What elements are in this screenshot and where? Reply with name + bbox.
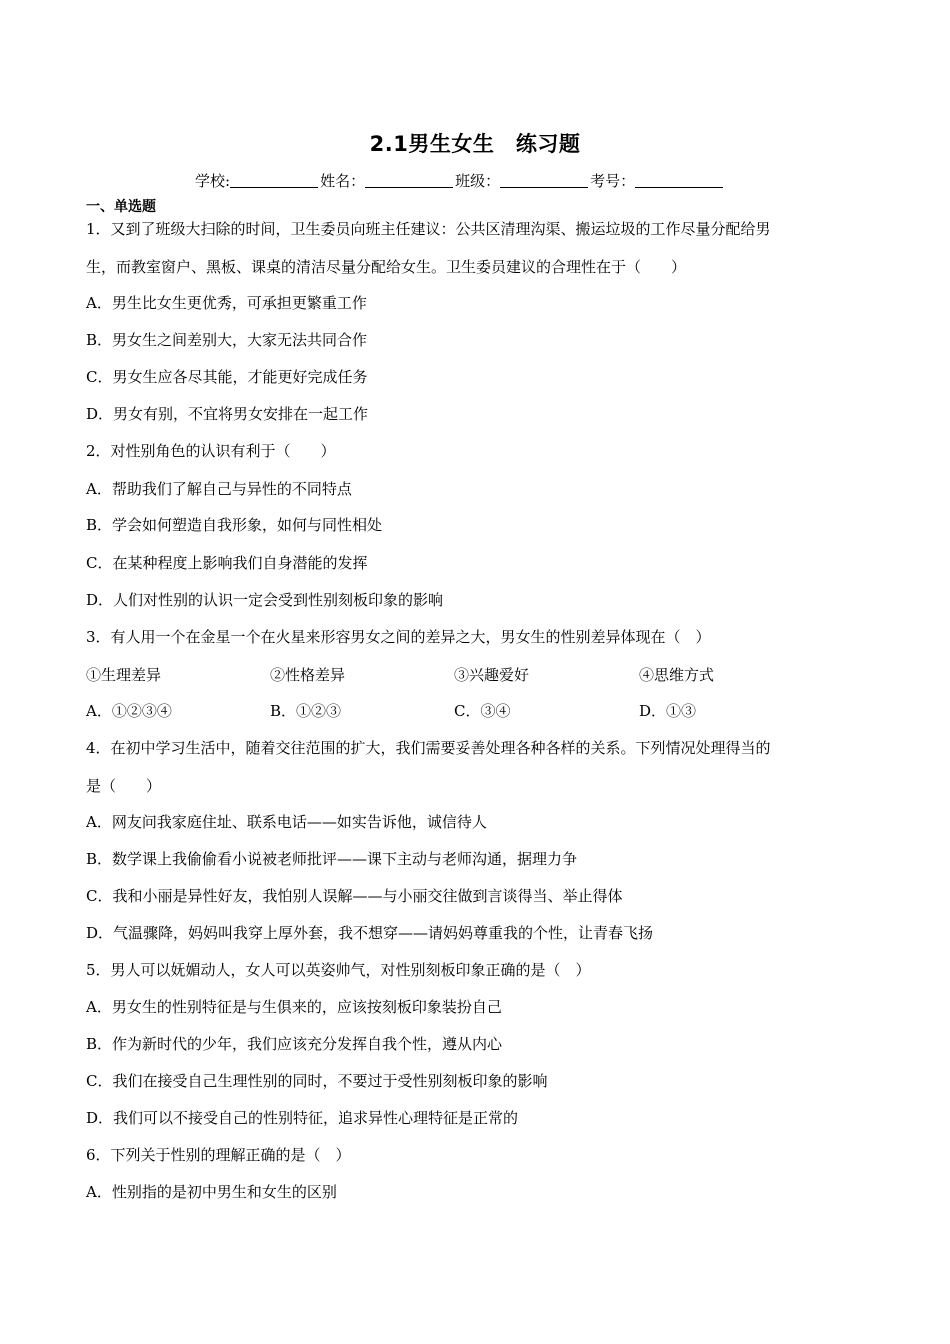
exam-no-blank[interactable] xyxy=(635,173,723,188)
q6-option-a: A．性别指的是初中男生和女生的区别 xyxy=(86,1183,337,1201)
q2-stem: 2．对性别角色的认识有利于（ ） xyxy=(86,442,336,460)
q3-stem: 3．有人用一个在金星一个在火星来形容男女之间的差异之大，男女生的性别差异体现在（ ） xyxy=(86,628,711,646)
q6-stem: 6．下列关于性别的理解正确的是（ ） xyxy=(86,1146,351,1164)
q1-option-b: B．男女生之间差别大，大家无法共同合作 xyxy=(86,331,368,349)
student-info-line xyxy=(195,170,725,191)
q3-item-1: ①生理差异 xyxy=(86,666,162,684)
page-title: 2.1男生女生 练习题 xyxy=(369,132,581,156)
q3-option-b: B．①②③ xyxy=(270,702,342,720)
q3-item-4: ④思维方式 xyxy=(639,666,715,684)
q5-option-d: D．我们可以不接受自己的性别特征，追求异性心理特征是正常的 xyxy=(86,1109,519,1127)
name-blank[interactable] xyxy=(365,173,453,188)
q1-stem-line-1: 1．又到了班级大扫除的时间，卫生委员向班主任建议：公共区清理沟渠、搬运垃圾的工作尽量分配给男 xyxy=(86,220,771,238)
q4-option-c: C．我和小丽是异性好友，我怕别人误解——与小丽交往做到言谈得当、举止得体 xyxy=(86,887,623,905)
school-label: 学校: xyxy=(195,172,231,190)
q2-option-c: C．在某种程度上影响我们自身潜能的发挥 xyxy=(86,554,368,572)
q2-option-b: B．学会如何塑造自我形象，如何与同性相处 xyxy=(86,516,383,534)
exam-no-label: 考号： xyxy=(590,172,636,190)
q1-option-c: C．男女生应各尽其能，才能更好完成任务 xyxy=(86,368,368,386)
q3-item-2: ②性格差异 xyxy=(270,666,346,684)
q3-option-c: C．③④ xyxy=(454,702,511,720)
q1-option-a: A．男生比女生更优秀，可承担更繁重工作 xyxy=(86,294,367,312)
name-label: 姓名： xyxy=(320,172,366,190)
class-blank[interactable] xyxy=(500,173,588,188)
q5-option-c: C．我们在接受自己生理性别的同时，不要过于受性别刻板印象的影响 xyxy=(86,1072,548,1090)
q2-option-d: D．人们对性别的认识一定会受到性别刻板印象的影响 xyxy=(86,591,444,609)
class-label: 班级： xyxy=(455,172,501,190)
q5-option-b: B．作为新时代的少年，我们应该充分发挥自我个性，遵从内心 xyxy=(86,1035,503,1053)
q2-option-a: A．帮助我们了解自己与异性的不同特点 xyxy=(86,480,352,498)
q4-option-a: A．网友问我家庭住址、联系电话——如实告诉他，诚信待人 xyxy=(86,813,487,831)
q4-option-d: D．气温骤降，妈妈叫我穿上厚外套，我不想穿——请妈妈尊重我的个性，让青春飞扬 xyxy=(86,924,654,942)
school-blank[interactable] xyxy=(230,173,318,188)
q3-option-d: D．①③ xyxy=(639,702,697,720)
q1-stem-line-2: 生，而教室窗户、黑板、课桌的清洁尽量分配给女生。卫生委员建议的合理性在于（ ） xyxy=(86,258,687,276)
q4-option-b: B．数学课上我偷偷看小说被老师批评——课下主动与老师沟通，据理力争 xyxy=(86,850,578,868)
q5-stem: 5．男人可以妩媚动人，女人可以英姿帅气，对性别刻板印象正确的是（ ） xyxy=(86,961,591,979)
q4-stem-line-1: 4．在初中学习生活中，随着交往范围的扩大，我们需要妥善处理各种各样的关系。下列情况处理得当的 xyxy=(86,739,771,757)
q5-option-a: A．男女生的性别特征是与生俱来的，应该按刻板印象装扮自己 xyxy=(86,998,502,1016)
section-heading: 一、单选题 xyxy=(86,199,156,215)
q4-stem-line-2: 是（ ） xyxy=(86,777,162,795)
q1-option-d: D．男女有别，不宜将男女安排在一起工作 xyxy=(86,405,369,423)
q3-item-3: ③兴趣爱好 xyxy=(454,666,530,684)
q3-option-a: A．①②③④ xyxy=(86,702,172,720)
